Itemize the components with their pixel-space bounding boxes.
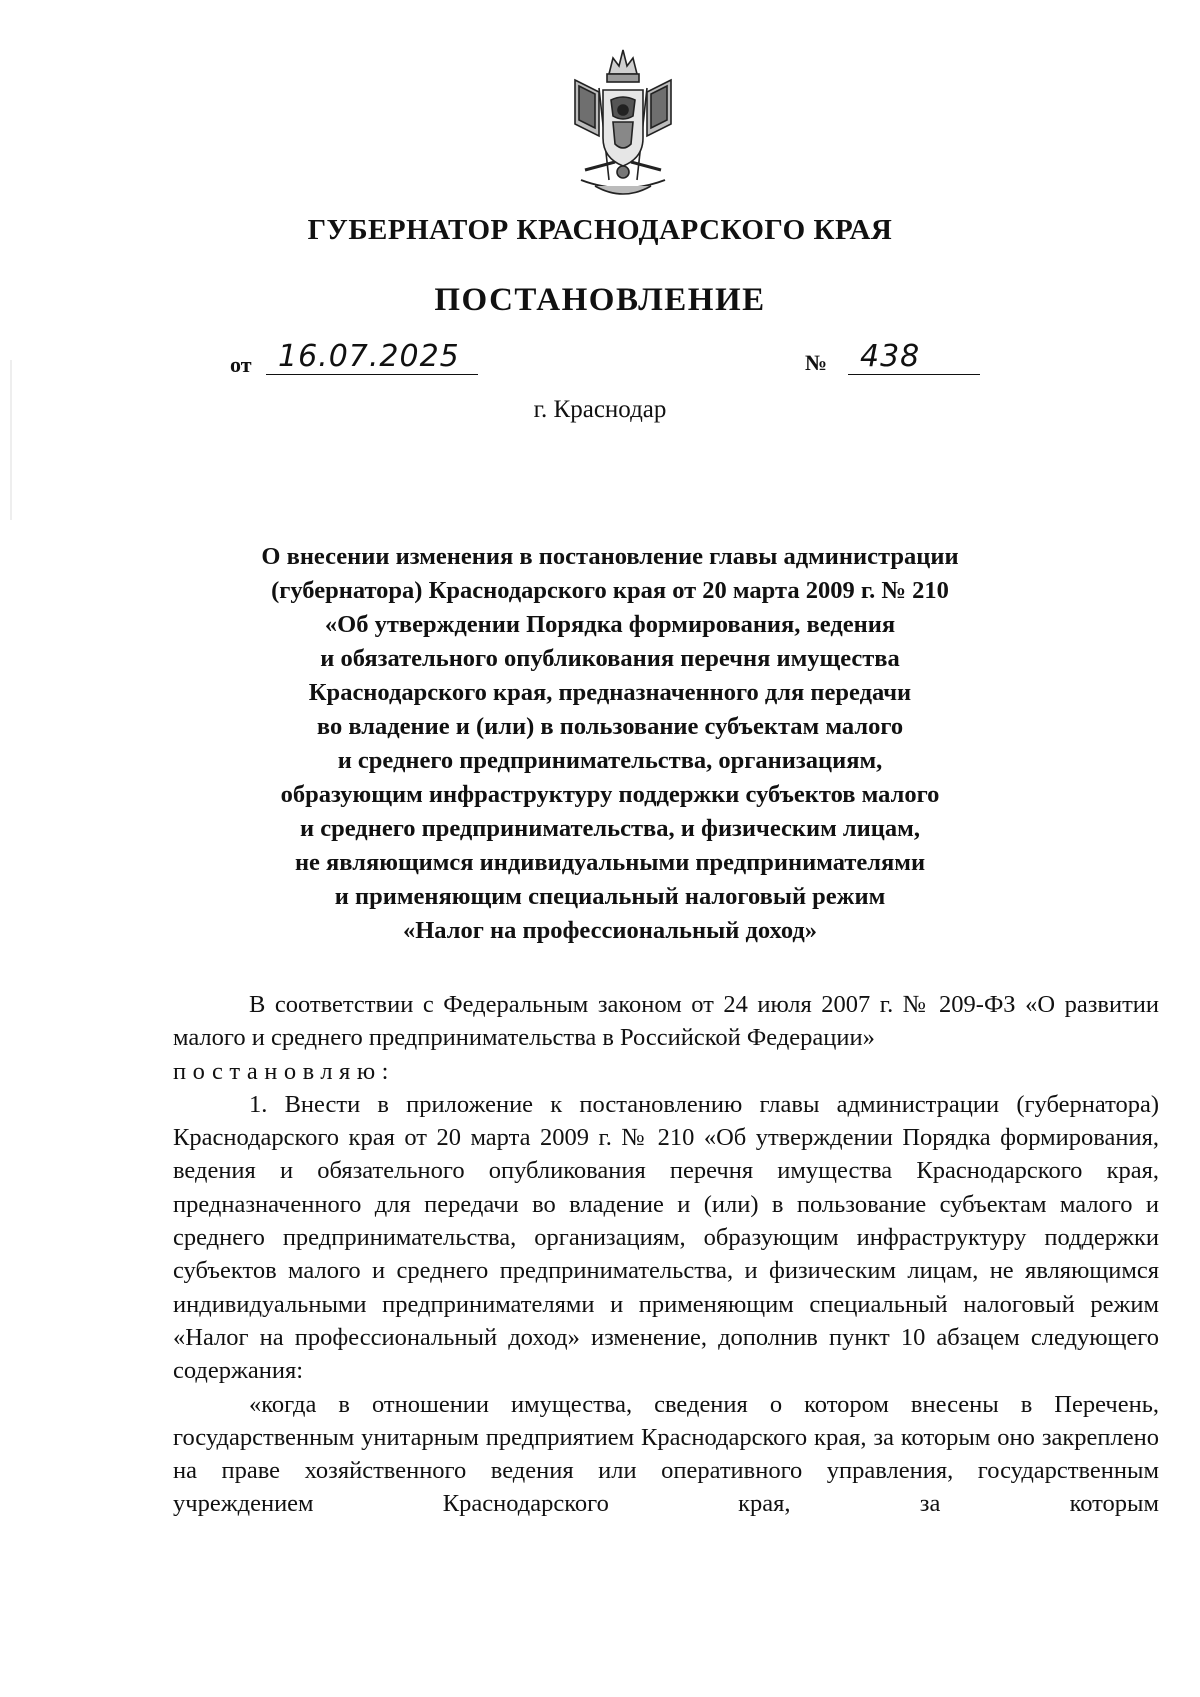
coat-of-arms-emblem: [555, 40, 691, 206]
handwritten-number: 438: [848, 340, 980, 375]
decree-word: постановляю:: [173, 1057, 395, 1085]
title-line: (губернатора) Краснодарского края от 20 марта 2009 г. № 210: [271, 577, 949, 604]
title-line: образующим инфраструктуру поддержки субъектов малого: [280, 781, 940, 808]
title-line: и обязательного опубликования перечня имущества: [320, 645, 900, 672]
document-body: [173, 988, 1159, 1521]
title-line: О внесении изменения в постановление главы администрации: [261, 543, 959, 570]
title-line: и среднего предпринимательства, и физическим лицам,: [300, 815, 920, 842]
document-title: [210, 540, 1010, 948]
number-label: №: [805, 350, 828, 375]
title-line: Краснодарского края, предназначенного для передачи: [308, 679, 912, 706]
title-line: и применяющим специальный налоговый режим: [334, 883, 886, 910]
title-line: и среднего предпринимательства, организациям,: [337, 747, 883, 774]
handwritten-date: 16.07.2025: [266, 340, 478, 375]
quoted-addition-paragraph: «когда в отношении имущества, сведения о котором внесены в Перечень, государственным унитарным предприятием Краснодарского края, за которым оно закреплено на праве хозяйственного ведения или оперативного управления, государственным учреждением Краснодарского края, за которым: [173, 1390, 1159, 1518]
preamble-paragraph: В соответствии с Федеральным законом от 24 июля 2007 г. № 209-ФЗ «О развитии малого и среднего предпринимательства в Российской Федерации»: [173, 991, 1159, 1052]
item-1-paragraph: 1. Внести в приложение к постановлению главы администрации (губернатора) Краснодарского края от 20 марта 2009 г. № 210 «Об утверждении Порядка формирования, ведения и обязательного опубликования перечня имущества Краснодарского края, предназначенного для передачи во владение и (или) в пользование субъектам малого и среднего предпринимательства, организациям, образующим инфраструктуру поддержки субъектов малого и среднего предпринимательства, и физическим лицам, не являющимся индивидуальными предпринимателями и применяющим специальный налоговый режим «Налог на профессиональный доход» изменение, дополнив пункт 10 абзацем следующего содержания:: [173, 1090, 1159, 1385]
city-name: г. Краснодар: [533, 396, 667, 423]
title-line: «Об утверждении Порядка формирования, ведения: [324, 611, 896, 638]
title-line: не являющимся индивидуальными предпринимателями: [294, 849, 926, 876]
scan-margin-mark: [10, 360, 12, 520]
date-label: от: [230, 352, 252, 377]
issuing-authority: ГУБЕРНАТОР КРАСНОДАРСКОГО КРАЯ: [307, 214, 893, 246]
title-line: «Налог на профессиональный доход»: [402, 917, 818, 944]
title-line: во владение и (или) в пользование субъектам малого: [316, 713, 904, 740]
document-type: ПОСТАНОВЛЕНИЕ: [434, 282, 766, 318]
date-number-row: [230, 340, 990, 380]
